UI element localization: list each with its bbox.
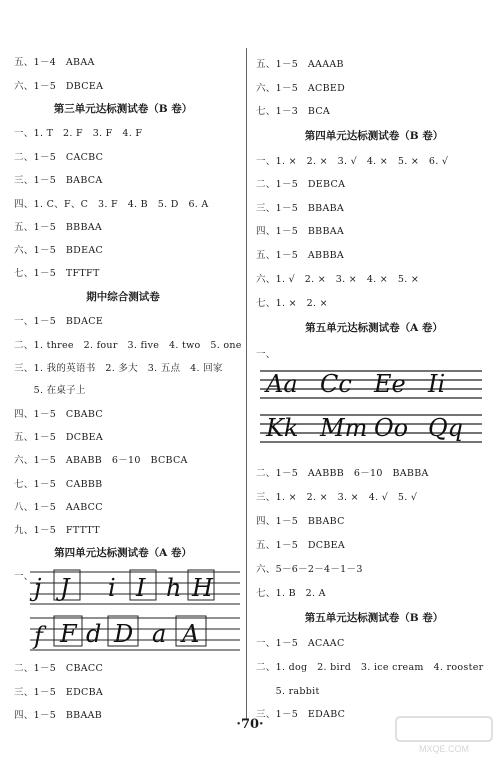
column-divider (246, 48, 247, 720)
section-title-unit4b: 第四单元达标测试卷（B 卷） (304, 130, 444, 142)
letter-lowercase: d (86, 620, 102, 648)
section-title-unit5b: 第五单元达标测试卷（B 卷） (304, 612, 444, 624)
answer-line: 三、1. 我的英语书 2. 多大 3. 五点 4. 回家 (14, 363, 223, 374)
letter-pair: Ii (428, 370, 446, 398)
section-title-unit4a: 第四单元达标测试卷（A 卷） (54, 547, 192, 559)
answer-line: 5. rabbit (256, 686, 320, 697)
answer-line: 四、1－5 BBABC (256, 516, 345, 527)
answer-line: 5. 在桌子上 (14, 385, 86, 396)
answer-line: 二、1. dog 2. bird 3. ice cream 4. rooster (256, 662, 484, 673)
answer-line: 九、1－5 FTTTT (14, 525, 100, 536)
answer-line: 三、1－5 EDCBA (14, 687, 104, 698)
answer-line: 七、1－5 CABBB (14, 479, 103, 490)
section-title-unit3b: 第三单元达标测试卷（B 卷） (53, 103, 193, 115)
letter-pair: Kk (266, 414, 299, 442)
answer-line: 六、1－5 ACBED (256, 83, 346, 94)
answer-line: 五、1－5 AAAAB (256, 59, 344, 70)
answer-line: 五、1－5 DCBEA (256, 540, 346, 551)
answer-line: 二、1－5 DEBCA (256, 179, 346, 190)
answer-line: 二、1. three 2. four 3. five 4. two 5. one (14, 340, 242, 351)
answer-line: 一、1－5 BDACE (14, 316, 104, 327)
answer-line: 一、1－5 ACAAC (256, 638, 345, 649)
answer-line: 四、1－5 BBAAB (14, 710, 103, 721)
answer-line: 一、1. × 2. × 3. √ 4. × 5. × 6. √ (256, 156, 449, 167)
letter-uppercase: A (182, 620, 200, 648)
answer-line: 二、1－5 AABBB 6－10 BABBA (256, 468, 429, 479)
letter-pair: Ee (374, 370, 406, 398)
answer-line: 三、1－5 BABCA (14, 175, 103, 186)
letter-uppercase: F (60, 620, 77, 648)
letter-uppercase: D (114, 620, 134, 648)
letter-uppercase: I (136, 574, 146, 602)
letter-pair: Qq (428, 414, 464, 442)
answer-line: 六、1－5 BDEAC (14, 245, 104, 256)
answer-line: 三、1－5 EDABC (256, 709, 346, 720)
letter-lowercase: a (152, 620, 167, 648)
answer-line: 四、1. C、F、C 3. F 4. B 5. D 6. A (14, 199, 209, 210)
letter-lowercase: f (34, 622, 43, 650)
answer-line: 五、1－4 ABAA (14, 57, 95, 68)
answer-line: 三、1. × 2. × 3. × 4. √ 5. √ (256, 492, 418, 503)
section-label: 一、 (14, 571, 34, 582)
answer-line: 三、1－5 BBABA (256, 203, 345, 214)
answer-line: 四、1－5 CBABC (14, 409, 103, 420)
watermark-logo (394, 715, 494, 755)
answer-line: 六、5－6－2－4－1－3 (256, 564, 363, 575)
handwriting-grid-row2 (30, 612, 240, 652)
letter-pair: Oo (374, 414, 409, 442)
answer-line: 一、1. T 2. F 3. F 4. F (14, 128, 143, 139)
section-title-unit5a: 第五单元达标测试卷（A 卷） (305, 322, 443, 334)
answer-line: 二、1－5 CACBC (14, 152, 104, 163)
answer-line: 五、1－5 BBBAA (14, 222, 103, 233)
answer-line: 六、1－5 ABABB 6－10 BCBCA (14, 455, 188, 466)
handwriting-grid-row2 (260, 412, 482, 446)
answer-line: 五、1－5 ABBBA (256, 250, 345, 261)
answer-line: 七、1. B 2. A (256, 588, 326, 599)
answer-line: 七、1. × 2. × (256, 298, 328, 309)
answer-line: 五、1－5 DCBEA (14, 432, 104, 443)
answer-line: 四、1－5 BBBAA (256, 226, 345, 237)
answer-line: 八、1－5 AABCC (14, 502, 103, 513)
letter-lowercase: j (34, 574, 42, 602)
watermark-text: MXQE.COM (418, 744, 470, 754)
letter-pair: Cc (320, 370, 352, 398)
handwriting-grid-row1 (260, 368, 482, 402)
answer-line: 七、1－5 TFTFT (14, 268, 100, 279)
answer-line: 六、1. √ 2. × 3. × 4. × 5. × (256, 274, 420, 285)
letter-uppercase: H (192, 574, 213, 602)
section-title-midterm: 期中综合测试卷 (86, 291, 160, 303)
letter-pair: Aa (266, 370, 298, 398)
answer-line: 二、1－5 CBACC (14, 663, 104, 674)
letter-lowercase: h (166, 574, 182, 602)
handwriting-grid-row1 (30, 566, 240, 606)
answer-line: 七、1－3 BCA (256, 106, 331, 117)
letter-pair: Mm (320, 414, 368, 442)
letter-uppercase: J (60, 574, 70, 602)
section-label: 一、 (256, 349, 276, 360)
page-number: ·70· (236, 717, 264, 732)
letter-lowercase: i (108, 574, 116, 602)
answer-line: 六、1－5 DBCEA (14, 81, 104, 92)
